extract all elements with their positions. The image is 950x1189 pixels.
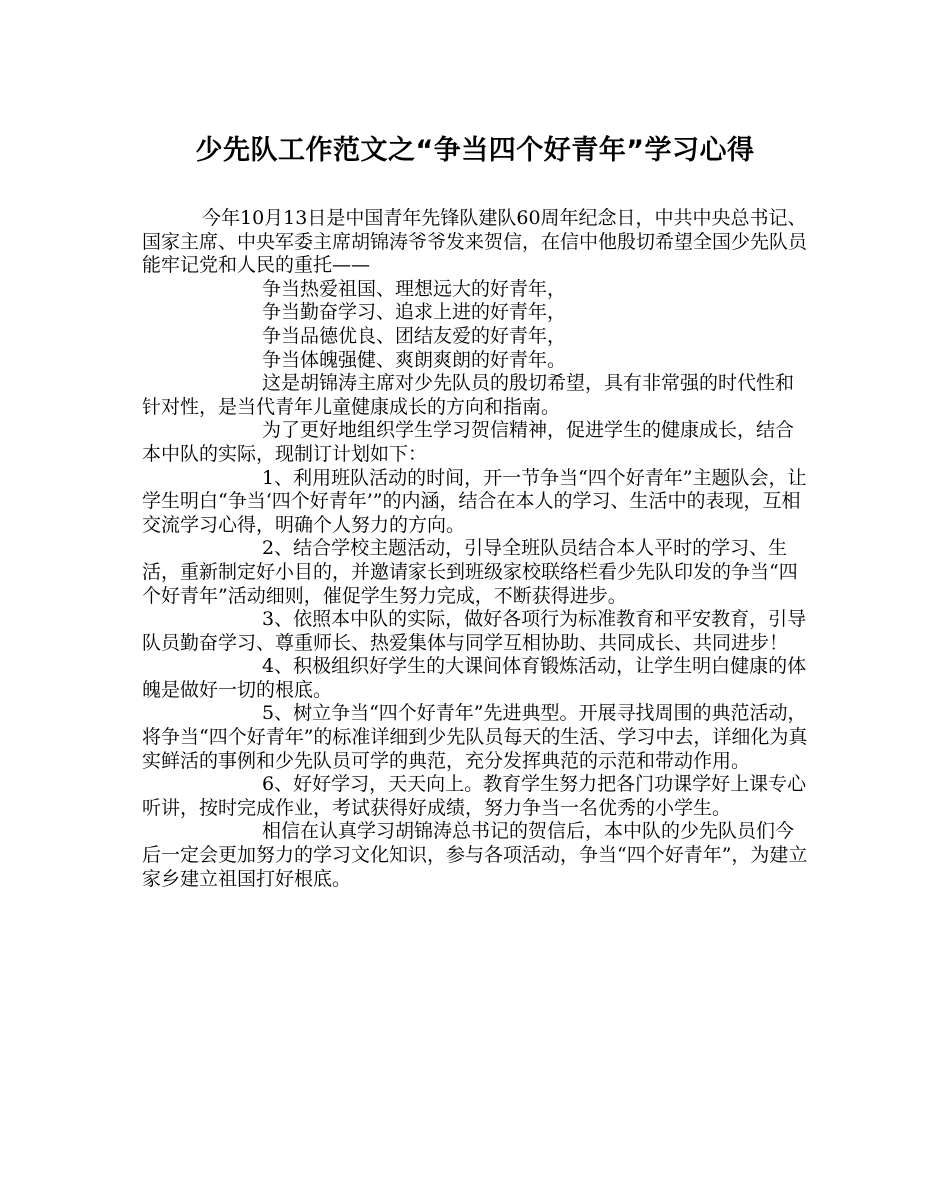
plan-item-5: 5、树立争当“四个好青年”先进典型。开展寻找周围的典范活动，将争当“四个好青年”的标准详细到少先队员每天的生活、学习中去，详细化为真实鲜活的事例和少先队员可学的典范，充分发挥典范的示范和带动作用。 (142, 702, 808, 772)
document-body (142, 207, 812, 891)
body-paragraph: 这是胡锦涛主席对少先队员的殷切希望，具有非常强的时代性和针对性，是当代青年儿童健康成长的方向和指南。 (142, 372, 795, 418)
slogan-line: 争当热爱祖国、理想远大的好青年， (262, 277, 567, 300)
closing-paragraph: 相信在认真学习胡锦涛总书记的贺信后，本中队的少先队员们今后一定会更加努力的学习文化知识，参与各项活动，争当“四个好青年”，为建立家乡建立祖国打好根底。 (142, 820, 808, 890)
plan-item-4: 4、积极组织好学生的大课间体育锻炼活动，让学生明白健康的体魄是做好一切的根底。 (142, 655, 807, 701)
plan-item-2: 2、结合学校主题活动，引导全班队员结合本人平时的学习、生活，重新制定好小目的，并邀请家长到班级家校联络栏看少先队印发的争当“四个好青年”活动细则，催促学生努力完成，不断获得进步。 (142, 537, 798, 607)
plan-item-3: 3、依照本中队的实际，做好各项行为标准教育和平安教育，引导队员勤奋学习、尊重师长、热爱集体与同学互相协助、共同成长、共同进步！ (142, 608, 807, 654)
slogan-line: 争当勤奋学习、追求上进的好青年， (262, 301, 567, 324)
body-paragraph: 为了更好地组织学生学习贺信精神，促进学生的健康成长，结合本中队的实际，现制订计划如下： (142, 419, 795, 465)
intro-paragraph: 今年10月13日是中国青年先锋队建队60周年纪念日，中共中央总书记、国家主席、中央军委主席胡锦涛爷爷发来贺信，在信中他殷切希望全国少先队员能牢记党和人民的重托—— (142, 207, 808, 277)
document-title: 少先队工作范文之“争当四个好青年”学习心得 (195, 135, 755, 166)
slogan-line: 争当体魄强健、爽朗爽朗的好青年。 (262, 348, 567, 371)
slogan-line: 争当品德优良、团结友爱的好青年， (262, 324, 567, 347)
plan-item-6: 6、好好学习，天天向上。教育学生努力把各门功课学好上课专心听讲，按时完成作业，考试获得好成绩，努力争当一名优秀的小学生。 (142, 773, 807, 819)
plan-item-1: 1、利用班队活动的时间，开一节争当“四个好青年”主题队会，让学生明白“争当‘四个好青年’”的内涵，结合在本人的学习、生活中的表现，互相交流学习心得，明确个人努力的方向。 (142, 466, 807, 536)
